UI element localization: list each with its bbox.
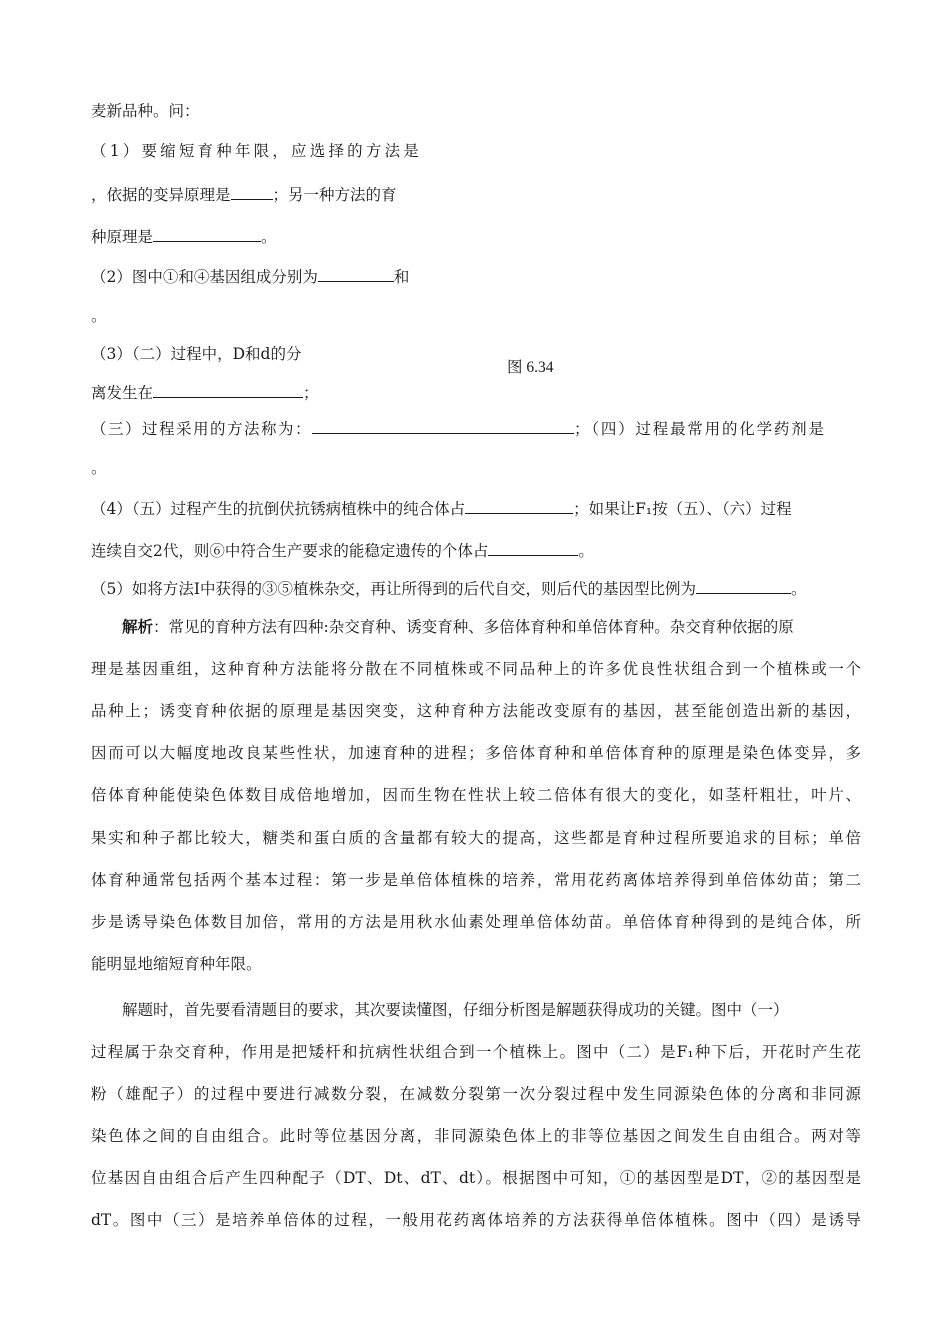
text: ，依据的变异原理是 [91,186,231,204]
analysis-p1-line3 [91,743,861,763]
analysis-p1-line2 [91,701,861,721]
text: 倍体育种能使染色体数目成倍地增加，因而生物在性状上较二倍体有很大的变化，如茎杆粗壮，叶片、 [91,786,861,804]
question-2-line2: 。 [91,307,107,325]
question-4-line1 [91,498,792,519]
analysis-p2-line4 [91,1168,861,1188]
figure-label: 图 6.34 [507,359,554,376]
answer-blank[interactable] [231,184,273,200]
text: 体育种通常包括两个基本过程：第一步是单倍体植株的培养，常用花药离体培养得到单倍体幼苗；第二 [91,871,861,889]
text: （4）（五）过程产生的抗倒伏抗锈病植株中的纯合体占 [91,500,466,518]
analysis-p1-line5 [91,828,861,848]
analysis-p2-line2 [91,1084,861,1104]
text: ；（四）过程最常用的化学药剂是 [574,420,826,438]
analysis-p2-line5 [91,1210,861,1230]
text: （2）图中①和④基因组成分别为 [91,268,318,286]
analysis-p1-line4 [91,785,861,805]
analysis-p2-line1 [91,1042,861,1062]
answer-blank[interactable] [488,540,578,556]
text: dT。图中（三）是培养单倍体的过程，一般用花药离体培养的方法获得单倍体植株。图中（四）是诱导 [91,1211,861,1229]
question-3-line3 [91,418,826,439]
answer-blank[interactable] [153,226,261,242]
analysis-p2-line3 [91,1126,861,1146]
analysis-heading: 解析 [122,617,154,636]
text: 和 [393,268,410,286]
text: 品种上；诱变育种依据的原理是基因突变，这种育种方法能改变原有的基因，甚至能创造出新的基因， [91,702,861,720]
text: 位基因自由组合后产生四种配子（DT、Dt、dT、dt）。根据图中可知，①的基因型是DT，②的基因型是 [91,1169,861,1187]
analysis-p1-line6 [91,870,861,890]
answer-blank[interactable] [153,382,303,398]
text: 种原理是 [91,228,154,246]
answer-blank[interactable] [312,418,574,434]
text: 果实和种子都比较大，糖类和蛋白质的含量都有较大的提高，这些都是育种过程所要追求的目标；单倍 [91,829,861,847]
question-2-line1 [91,266,409,287]
question-1-line1: （1）要缩短育种年限，应选择的方法是 [91,142,422,160]
text: ；如果让F₁按（五）、（六）过程 [573,500,792,518]
question-5-line1 [91,578,807,599]
text: 。 [791,580,807,598]
question-1-line2 [91,184,397,205]
text: 连续自交2代，则⑥中符合生产要求的能稳定遗传的个体占 [91,542,489,560]
answer-blank[interactable] [465,498,573,514]
text: （三）过程采用的方法称为： [91,420,313,438]
analysis-p1-line7 [91,912,861,932]
text: 步是诱导染色体数目加倍，常用的方法是用秋水仙素处理单倍体幼苗。单倍体育种得到的是纯合体，所 [91,913,861,931]
text: ：常见的育种方法有四种:杂交育种、诱变育种、多倍体育种和单倍体育种。杂交育种依据的原 [153,618,794,636]
analysis-p1-line0 [122,617,794,637]
analysis-p1-line1 [91,659,861,679]
analysis-p2-line0: 解题时，首先要看清题目的要求，其次要读懂图，仔细分析图是解题获得成功的关键。图中（一） [122,1001,789,1019]
text: 离发生在 [91,384,154,402]
text: 因而可以大幅度地改良某些性状，加速育种的进程；多倍体育种和单倍体育种的原理是染色体变异，多 [91,744,861,762]
answer-blank[interactable] [318,266,394,282]
question-3-line4: 。 [91,459,107,477]
text: 过程属于杂交育种，作用是把矮杆和抗病性状组合到一个植株上。图中（二）是F₁种下后，开花时产生花 [91,1043,861,1061]
question-l1: 麦新品种。问： [91,102,200,120]
question-3-line1: （3）（二）过程中，D和d的分 [91,345,302,363]
question-4-line2 [91,540,594,561]
text: 。 [261,228,277,246]
analysis-p1-line8: 能明显地缩短育种年限。 [91,955,262,973]
text: ；另一种方法的育 [272,186,397,204]
text: 理是基因重组，这种育种方法能将分散在不同植株或不同品种上的许多优良性状组合到一个植株或一个 [91,660,861,678]
text: （5）如将方法Ⅰ中获得的③⑤植株杂交，再让所得到的后代自交，则后代的基因型比例为 [91,580,696,598]
question-3-line2 [91,382,319,403]
text: 。 [578,542,594,560]
text: 染色体之间的自由组合。此时等位基因分离，非同源染色体上的非等位基因之间发生自由组合。两对等 [91,1127,861,1145]
question-1-line3 [91,226,277,247]
answer-blank[interactable] [696,578,791,594]
text: 粉（雄配子）的过程中要进行减数分裂，在减数分裂第一次分裂过程中发生同源染色体的分离和非同源 [91,1085,861,1103]
text: ； [303,384,319,402]
